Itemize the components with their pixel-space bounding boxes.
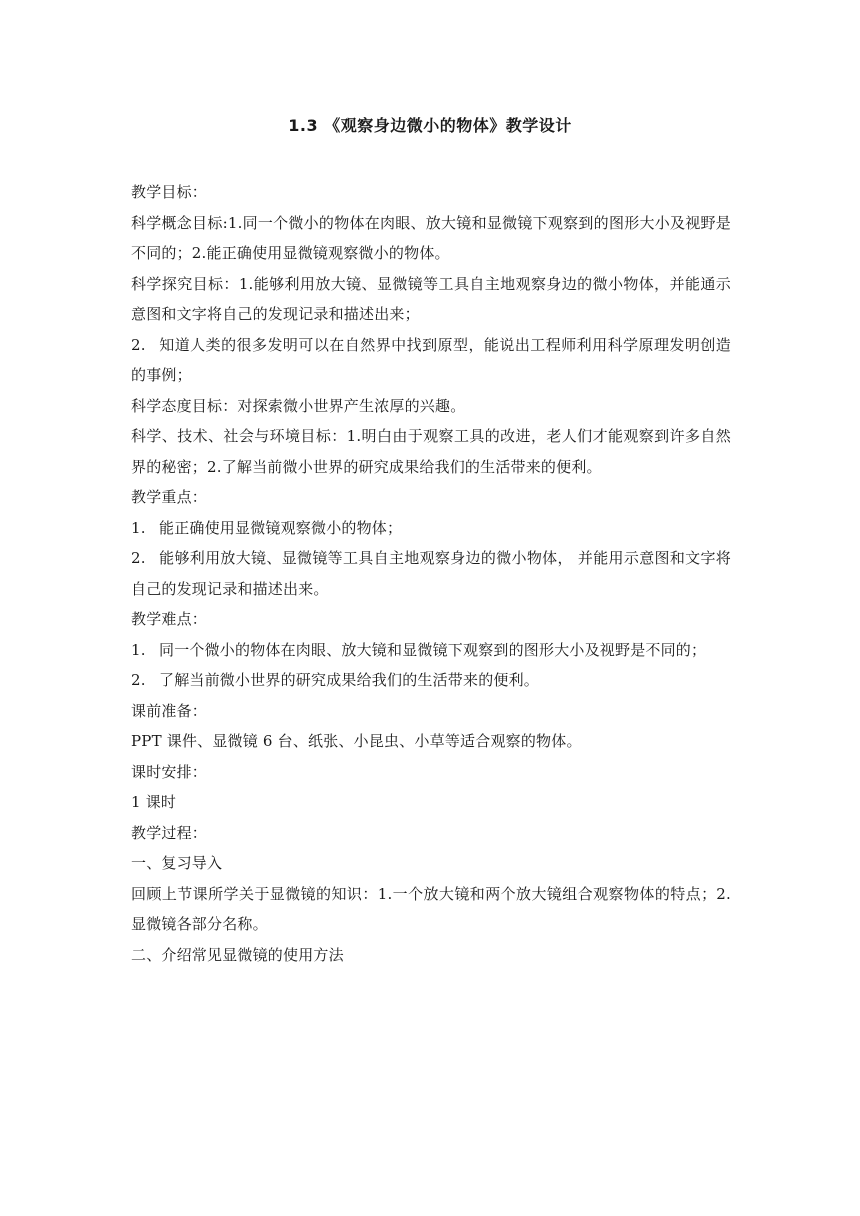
paragraph-text: 科学概念目标:1.同一个微小的物体在肉眼、放大镜和显微镜下观察到的图形大小及视野是不同的；2.能正确使用显微镜观察微小的物体。 (131, 213, 731, 262)
paragraph (131, 391, 731, 422)
paragraph-text: 教学难点： (131, 610, 208, 628)
paragraph-text: 科学、技术、社会与环境目标：1.明白由于观察工具的改进，老人们才能观察到许多自然界的秘密；2.了解当前微小世界的研究成果给我们的生活带来的便利。 (131, 427, 731, 476)
paragraph-text: 科学态度目标：对探索微小世界产生浓厚的兴趣。 (131, 396, 466, 415)
paragraph (131, 696, 731, 727)
list-number: 2. (131, 335, 146, 354)
paragraph (131, 879, 731, 940)
paragraph (131, 208, 731, 269)
paragraph-text: 课时安排： (131, 762, 208, 781)
paragraph (131, 269, 731, 330)
paragraph-text: 二、介绍常见显微镜的使用方法 (131, 945, 344, 964)
document-title: 1.3 《观察身边微小的物体》教学设计 (288, 116, 572, 135)
paragraph-text: 教学目标： (131, 183, 208, 201)
paragraph (131, 330, 731, 391)
paragraph-text: 能够利用放大镜、显微镜等工具自主地观察身边的微小物体， 并能用示意图和文字将自己的发现记录和描述出来。 (131, 549, 731, 598)
paragraph-text: 教学重点： (131, 488, 208, 506)
paragraph-text: 课前准备： (131, 701, 208, 720)
paragraph-text: 一、复习导入 (131, 854, 223, 872)
paragraph-text: 教学过程： (131, 823, 208, 842)
paragraph (131, 726, 731, 757)
paragraph (131, 421, 731, 482)
paragraph (131, 848, 731, 879)
list-number: 1. (131, 640, 146, 659)
paragraph (131, 787, 731, 818)
paragraph (131, 940, 731, 971)
paragraph-text: 知道人类的很多发明可以在自然界中找到原型，能说出工程师利用科学原理发明创造的事例； (131, 335, 731, 384)
paragraph (131, 665, 731, 696)
list-number: 2. (131, 549, 146, 567)
paragraph (131, 604, 731, 635)
paragraph (131, 757, 731, 788)
paragraph (131, 818, 731, 849)
paragraph-text: 能正确使用显微镜观察微小的物体； (159, 518, 403, 537)
paragraph (131, 482, 731, 513)
paragraph-text: 科学探究目标：1.能够利用放大镜、显微镜等工具自主地观察身边的微小物体，并能通示意图和文字将自己的发现记录和描述出来； (131, 274, 731, 323)
paragraph-text: PPT 课件、显微镜 6 台、纸张、小昆虫、小草等适合观察的物体。 (131, 732, 582, 750)
document-body (131, 177, 731, 970)
paragraph (131, 513, 731, 544)
paragraph-text: 同一个微小的物体在肉眼、放大镜和显微镜下观察到的图形大小及视野是不同的； (159, 640, 707, 659)
paragraph (131, 177, 731, 208)
paragraph-text: 1 课时 (131, 793, 177, 811)
list-number: 1. (131, 518, 146, 537)
paragraph (131, 635, 731, 666)
paragraph-text: 回顾上节课所学关于显微镜的知识：1.一个放大镜和两个放大镜组合观察物体的特点；2.显微镜各部分名称。 (131, 884, 731, 933)
paragraph-text: 了解当前微小世界的研究成果给我们的生活带来的便利。 (159, 671, 540, 689)
paragraph (131, 543, 731, 604)
list-number: 2. (131, 671, 146, 689)
